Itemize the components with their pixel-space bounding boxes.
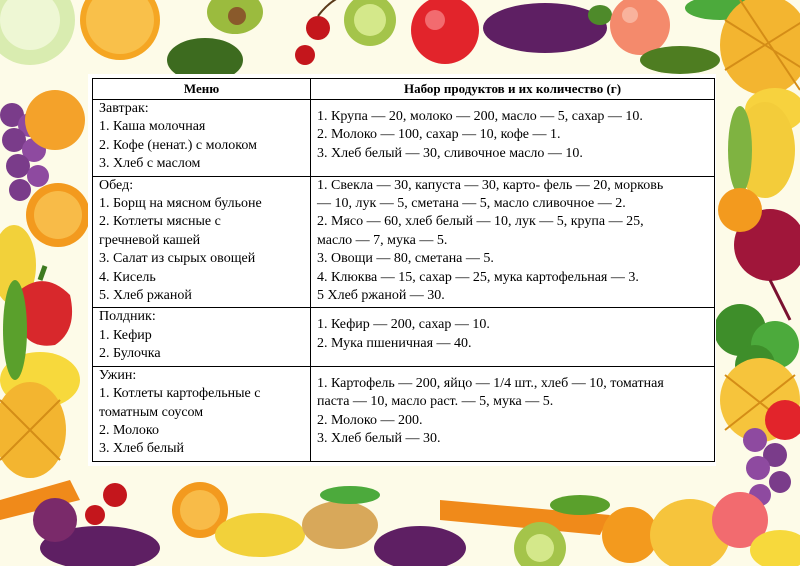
meal-cell bbox=[93, 176, 311, 308]
corn-icon bbox=[215, 513, 305, 557]
product-line: 4. Клюква — 15, сахар — 25, мука картофельная — 3. bbox=[317, 269, 639, 285]
products-cell bbox=[311, 308, 715, 366]
product-line: 2. Молоко — 100, сахар — 10, кофе — 1. bbox=[317, 127, 561, 143]
orange-icon bbox=[25, 90, 85, 150]
menu-item: 2. Молоко bbox=[99, 422, 159, 438]
product-line: 2. Мука пшеничная — 40. bbox=[317, 335, 472, 351]
products-column-header: Набор продуктов и их количество (г) bbox=[311, 79, 715, 100]
table-row-snack bbox=[93, 308, 715, 366]
leaf-icon bbox=[3, 280, 27, 380]
product-line: 3. Хлеб белый — 30. bbox=[317, 430, 441, 446]
menu-item: 1. Борщ на мясном бульоне bbox=[99, 196, 262, 212]
product-line: 2. Мясо — 60, хлеб белый — 10, лук — 5, крупа — 25, bbox=[317, 214, 644, 230]
menu-item: 4. Кисель bbox=[99, 269, 156, 285]
product-line: масло — 7, мука — 5. bbox=[317, 232, 448, 248]
menu-item: 2. Кофе (ненат.) с молоком bbox=[99, 137, 257, 153]
products-cell bbox=[311, 100, 715, 177]
plum-icon bbox=[33, 498, 77, 542]
product-line: 3. Хлеб белый — 30, сливочное масло — 10. bbox=[317, 145, 583, 161]
products-cell bbox=[311, 366, 715, 461]
product-line: паста — 10, масло раст. — 5, мука — 5. bbox=[317, 394, 554, 410]
meal-cell bbox=[93, 366, 311, 461]
menu-item: 1. Котлеты картофельные с bbox=[99, 386, 261, 402]
product-line: 3. Овощи — 80, сметана — 5. bbox=[317, 251, 494, 267]
product-line: 1. Крупа — 20, молоко — 200, масло — 5, сахар — 10. bbox=[317, 109, 643, 124]
orange-icon bbox=[602, 507, 658, 563]
menu-item: 2. Булочка bbox=[99, 346, 161, 362]
product-line: 2. Молоко — 200. bbox=[317, 412, 423, 428]
product-line: — 10, лук — 5, сметана — 5, масло сливочное — 2. bbox=[317, 196, 626, 212]
orange-icon bbox=[26, 183, 90, 247]
table-header-row bbox=[93, 79, 715, 100]
menu-item: 1. Кефир bbox=[99, 327, 152, 343]
meal-title: Обед: bbox=[99, 177, 134, 193]
table-row-lunch bbox=[93, 176, 715, 308]
meal-title: Завтрак: bbox=[99, 101, 149, 116]
menu-item: 3. Хлеб с маслом bbox=[99, 156, 201, 172]
menu-item: 3. Хлеб белый bbox=[99, 441, 184, 457]
menu-table bbox=[92, 78, 715, 462]
product-line: 1. Картофель — 200, яйцо — 1/4 шт., хлеб — 10, томатная bbox=[317, 375, 664, 391]
menu-item: 2. Котлеты мясные с bbox=[99, 214, 221, 230]
menu-item: гречневой кашей bbox=[99, 232, 201, 248]
meal-title: Полдник: bbox=[99, 309, 156, 325]
meal-title: Ужин: bbox=[99, 367, 137, 383]
menu-item: 5. Хлеб ржаной bbox=[99, 288, 192, 304]
products-cell bbox=[311, 176, 715, 308]
menu-item: 1. Каша молочная bbox=[99, 119, 206, 135]
table-row-dinner bbox=[93, 366, 715, 461]
product-line: 5 Хлеб ржаной — 30. bbox=[317, 288, 445, 304]
meal-cell bbox=[93, 308, 311, 366]
menu-item: томатным соусом bbox=[99, 404, 204, 420]
potato-icon bbox=[302, 501, 378, 549]
table-row-breakfast bbox=[93, 100, 715, 177]
corn-icon bbox=[728, 102, 795, 198]
product-line: 1. Кефир — 200, сахар — 10. bbox=[317, 317, 490, 333]
menu-item: 3. Салат из сырых овощей bbox=[99, 251, 256, 267]
menu-column-header: Меню bbox=[93, 79, 311, 100]
product-line: 1. Свекла — 30, капуста — 30, карто- фель — 20, морковь bbox=[317, 177, 664, 193]
meal-cell bbox=[93, 100, 311, 177]
orange-icon bbox=[718, 188, 762, 232]
